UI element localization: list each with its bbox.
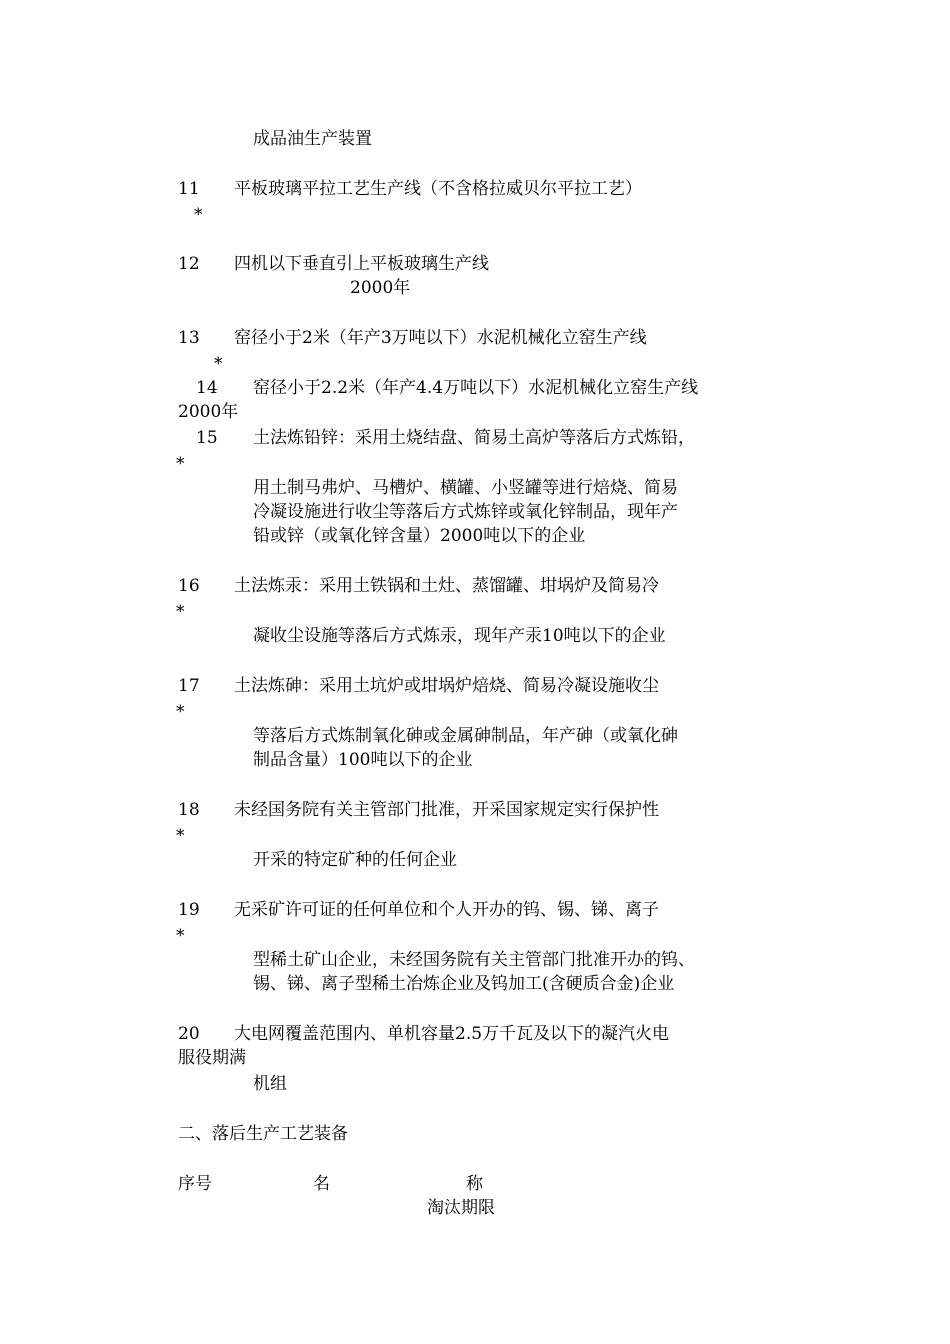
row-number: 19 [178, 900, 200, 920]
table-header-name-2: 称 [466, 1174, 483, 1194]
row-number: 12 [178, 254, 200, 274]
row-number: 11 [178, 179, 200, 199]
row-text: 未经国务院有关主管部门批准，开采国家规定实行保护性 [234, 800, 659, 820]
section-heading: 二、落后生产工艺装备 [178, 1124, 348, 1144]
row-mark: * [176, 926, 185, 946]
row-mark: * [176, 702, 185, 722]
row-text: 土法炼汞：采用土铁锅和土灶、蒸馏罐、坩埚炉及简易冷 [234, 576, 659, 596]
row-number: 13 [178, 328, 200, 348]
row-cont: 制品含量）100吨以下的企业 [253, 750, 473, 770]
table-header-seq: 序号 [178, 1174, 212, 1194]
row-deadline: 服役期满 [178, 1048, 246, 1068]
table-header-deadline: 淘汰期限 [427, 1198, 495, 1218]
row-cont: 型稀土矿山企业，未经国务院有关主管部门批准开办的钨、 [253, 950, 695, 970]
row-text: 土法炼铅锌：采用土烧结盘、简易土高炉等落后方式炼铅， [253, 428, 695, 448]
row-number: 15 [196, 428, 218, 448]
row-text: 窑径小于2米（年产3万吨以下）水泥机械化立窑生产线 [234, 328, 647, 348]
row-mark: * [176, 602, 185, 622]
row-number: 17 [178, 676, 200, 696]
row-mark: * [194, 205, 203, 225]
row-text: 土法炼砷：采用土坑炉或坩埚炉焙烧、简易冷凝设施收尘 [234, 676, 659, 696]
row-number: 18 [178, 800, 200, 820]
row-cont: 凝收尘设施等落后方式炼汞，现年产汞10吨以下的企业 [253, 626, 666, 646]
row-text: 四机以下垂直引上平板玻璃生产线 [234, 254, 489, 274]
row-number: 20 [178, 1024, 200, 1044]
row-cont: 等落后方式炼制氧化砷或金属砷制品，年产砷（或氧化砷 [253, 726, 678, 746]
row-deadline: 2000年 [178, 402, 239, 422]
row-text: 窑径小于2.2米（年产4.4万吨以下）水泥机械化立窑生产线 [253, 378, 699, 398]
row-text: 大电网覆盖范围内、单机容量2.5万千瓦及以下的凝汽火电 [234, 1024, 670, 1044]
row-mark: * [176, 454, 185, 474]
row-number: 14 [196, 378, 218, 398]
row-mark: * [176, 826, 185, 846]
table-header-name-1: 名 [313, 1174, 330, 1194]
row-cont: 机组 [253, 1074, 287, 1094]
row-cont: 冷凝设施进行收尘等落后方式炼锌或氧化锌制品，现年产 [253, 502, 678, 522]
row-cont: 铅或锌（或氧化锌含量）2000吨以下的企业 [253, 526, 586, 546]
row-text: 无采矿许可证的任何单位和个人开办的钨、锡、锑、离子 [234, 900, 659, 920]
row-mark: * [214, 354, 223, 374]
row-text: 平板玻璃平拉工艺生产线（不含格拉威贝尔平拉工艺） [234, 179, 642, 199]
row-cont: 用土制马弗炉、马槽炉、横罐、小竖罐等进行焙烧、简易 [253, 478, 678, 498]
intro-line: 成品油生产装置 [253, 129, 372, 149]
row-cont: 锡、锑、离子型稀土冶炼企业及钨加工(含硬质合金)企业 [253, 974, 675, 994]
row-cont: 开采的特定矿种的任何企业 [253, 850, 457, 870]
row-number: 16 [178, 576, 200, 596]
row-deadline: 2000年 [350, 278, 411, 298]
